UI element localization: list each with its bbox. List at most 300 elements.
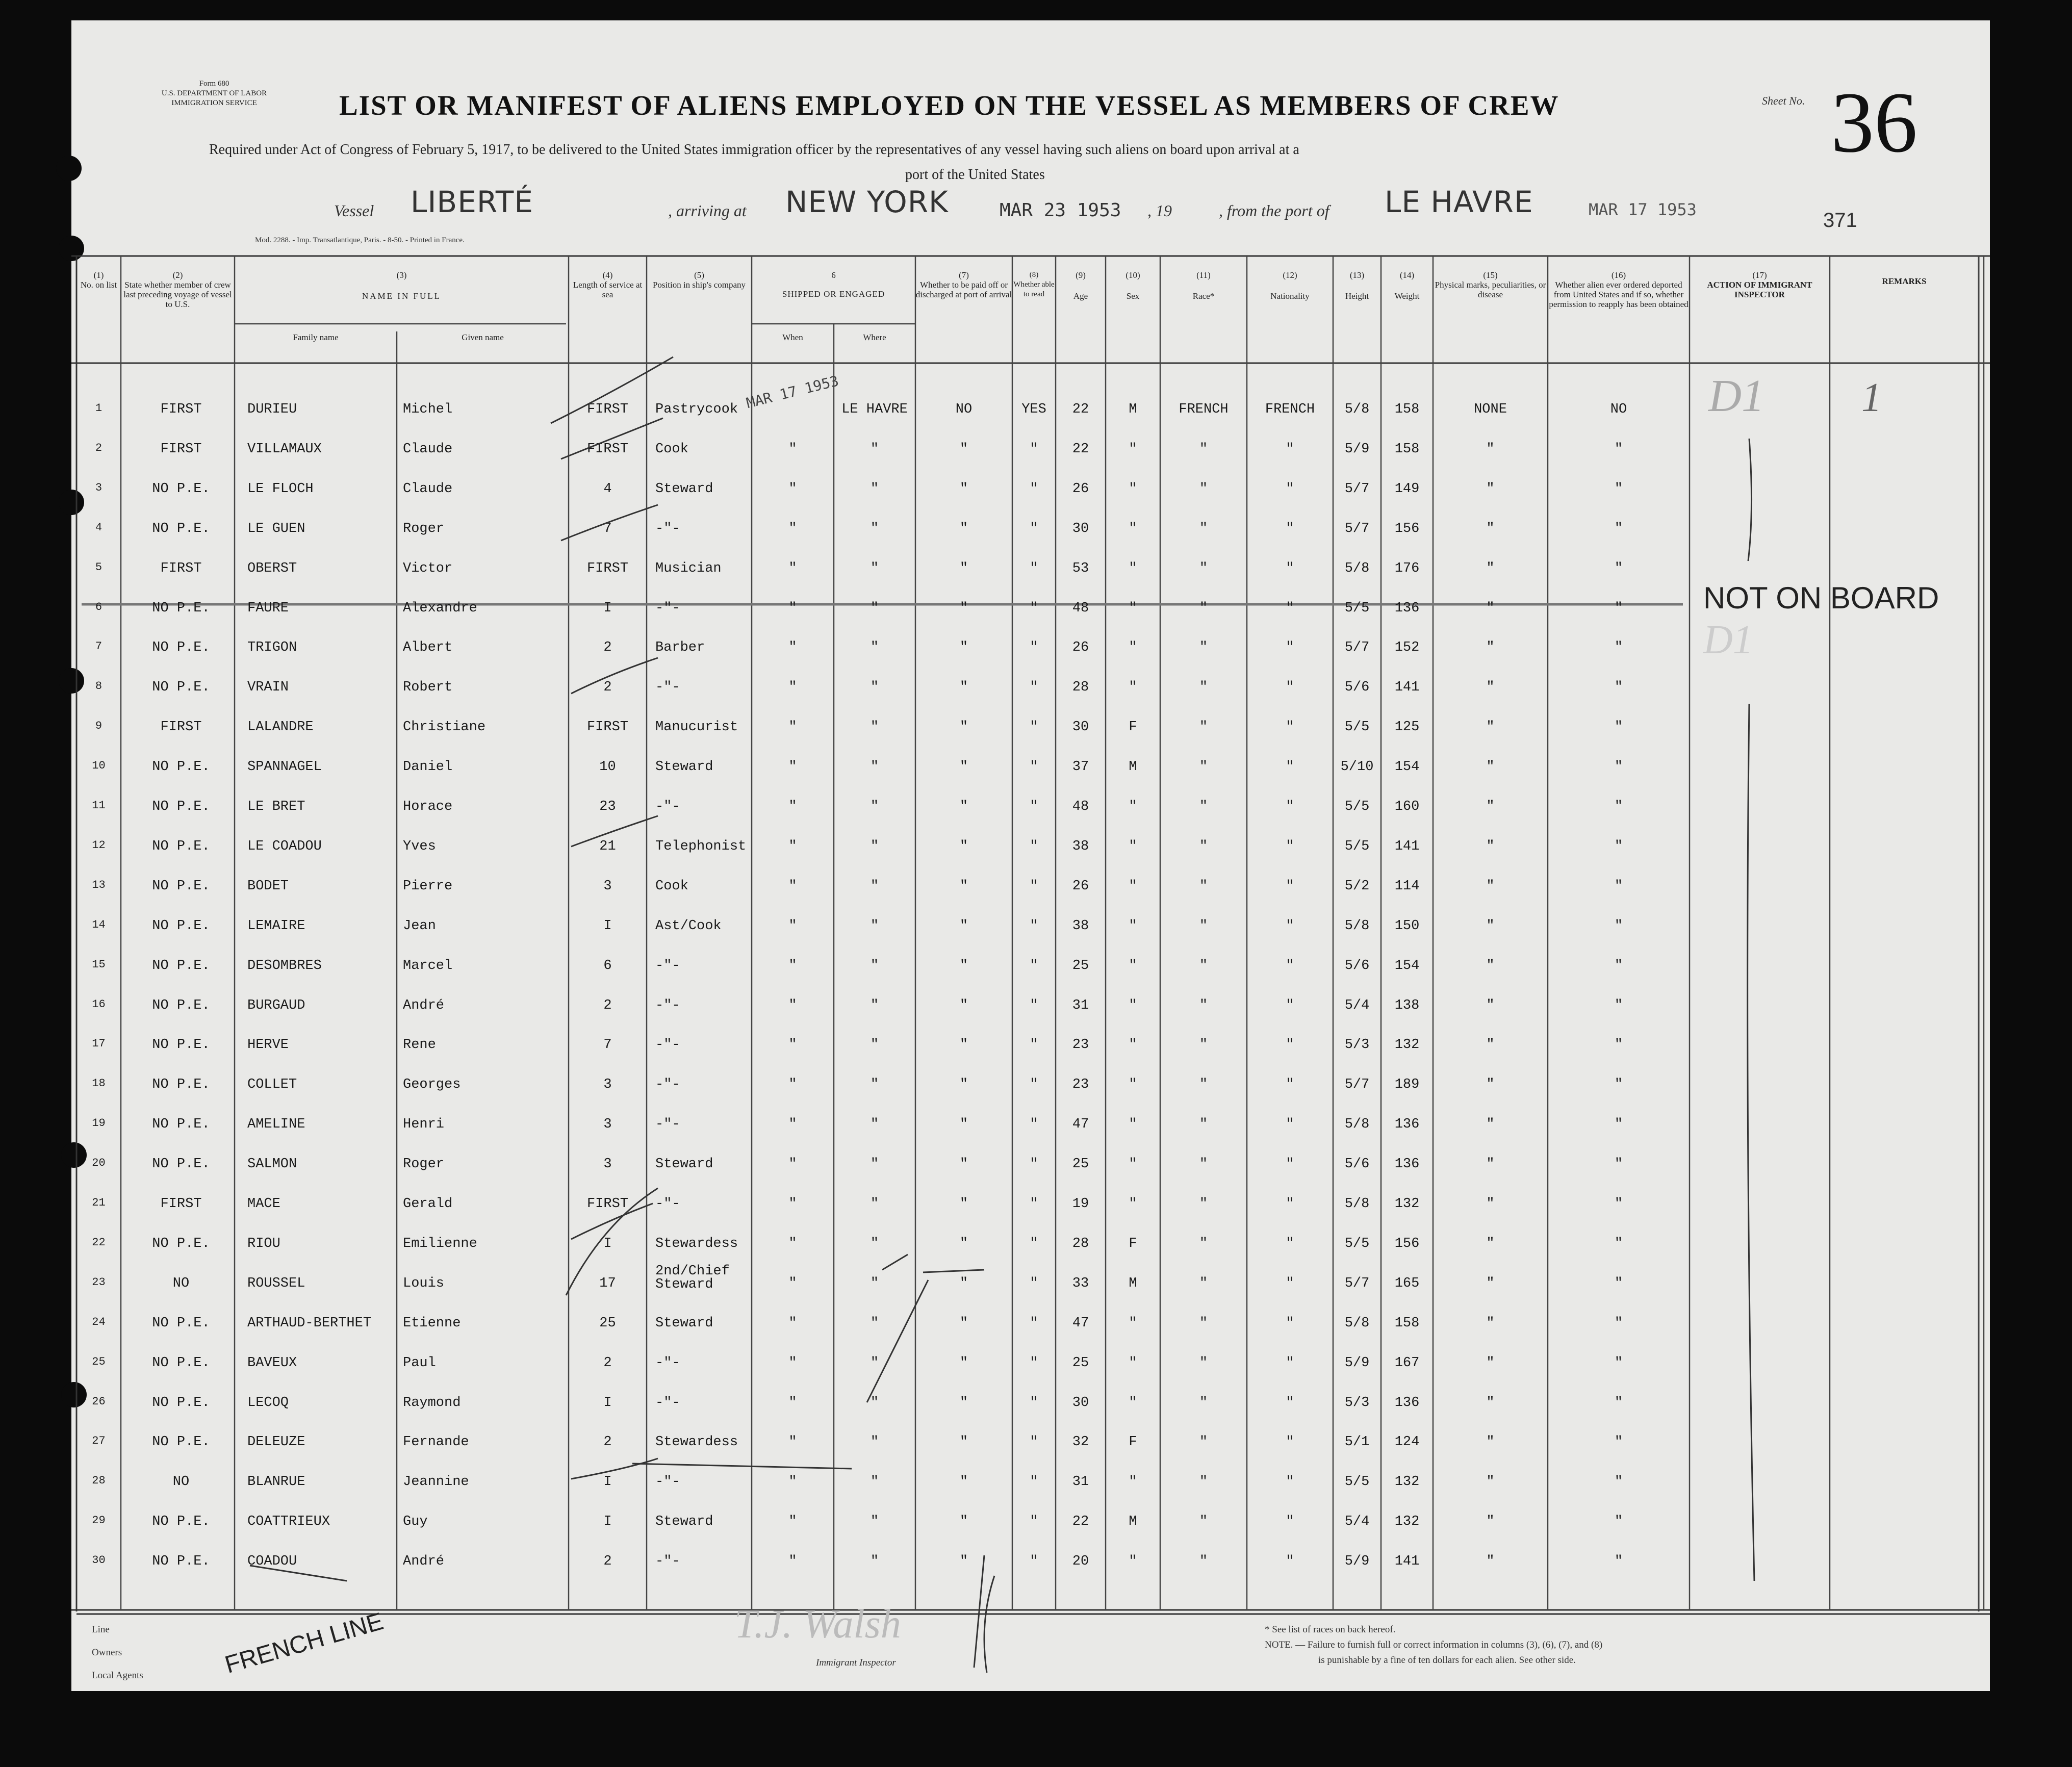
paid-off: " bbox=[959, 1474, 968, 1490]
service-length: 3 bbox=[603, 1077, 612, 1093]
able-to-read: YES bbox=[1021, 402, 1046, 417]
family-name: COLLET bbox=[247, 1077, 297, 1093]
paid-off: " bbox=[959, 918, 968, 934]
page-title: LIST OR MANIFEST OF ALIENS EMPLOYED ON THE VESSEL AS MEMBERS OF CREW bbox=[339, 90, 1559, 121]
service-length: I bbox=[603, 1474, 612, 1490]
shipped-where: " bbox=[870, 1077, 879, 1093]
race: " bbox=[1199, 600, 1208, 616]
weight: 136 bbox=[1394, 1117, 1420, 1133]
able-to-read: " bbox=[1030, 560, 1038, 576]
row-number: 22 bbox=[92, 1236, 106, 1249]
deported: " bbox=[1614, 1395, 1623, 1411]
shipped-where: " bbox=[870, 997, 879, 1013]
family-name: RIOU bbox=[247, 1236, 280, 1251]
shipped-where: " bbox=[870, 1275, 879, 1291]
shipped-when: " bbox=[788, 1037, 797, 1053]
deported: " bbox=[1614, 1435, 1623, 1450]
nationality: " bbox=[1286, 759, 1294, 775]
physical-marks: " bbox=[1486, 1196, 1495, 1212]
service-length: I bbox=[603, 1236, 612, 1251]
position: 2nd/Chief Steward bbox=[655, 1263, 730, 1292]
given-name: Jeannine bbox=[403, 1474, 469, 1490]
shipped-when: " bbox=[788, 1275, 797, 1291]
paid-off: " bbox=[959, 958, 968, 974]
col-subheader-where: Where bbox=[863, 332, 886, 342]
position: -"- bbox=[655, 1474, 680, 1490]
race: " bbox=[1199, 958, 1208, 974]
deported: " bbox=[1614, 799, 1623, 814]
nationality: " bbox=[1286, 560, 1294, 576]
row-number: 7 bbox=[95, 640, 103, 653]
sex: " bbox=[1129, 1355, 1137, 1371]
remarks-mark-row1: 1 bbox=[1861, 375, 1882, 420]
position: Stewardess bbox=[655, 1435, 738, 1450]
physical-marks: " bbox=[1486, 1077, 1495, 1093]
able-to-read: " bbox=[1030, 799, 1038, 814]
nationality: " bbox=[1286, 1474, 1294, 1490]
races-note: * See list of races on back hereof. bbox=[1265, 1624, 1396, 1635]
family-name: LE GUEN bbox=[247, 521, 305, 536]
physical-marks: " bbox=[1486, 640, 1495, 656]
shipped-where: " bbox=[870, 1435, 879, 1450]
able-to-read: " bbox=[1030, 1157, 1038, 1172]
shipped-where: " bbox=[870, 1514, 879, 1530]
height: 5/8 bbox=[1344, 1315, 1370, 1331]
race: " bbox=[1199, 1474, 1208, 1490]
shipped-where: " bbox=[870, 680, 879, 696]
able-to-read: " bbox=[1030, 1554, 1038, 1570]
departure-date-stamp: MAR 17 1953 bbox=[1589, 200, 1697, 219]
service-length: 2 bbox=[603, 680, 612, 696]
service-length: 4 bbox=[603, 481, 612, 497]
able-to-read: " bbox=[1030, 1236, 1038, 1251]
row-number: 4 bbox=[95, 521, 103, 534]
position: -"- bbox=[655, 997, 680, 1013]
age: 26 bbox=[1072, 481, 1089, 497]
weight: 132 bbox=[1394, 1514, 1420, 1530]
height: 5/6 bbox=[1344, 680, 1370, 696]
footer-agents-label: Local Agents bbox=[92, 1670, 143, 1681]
race: " bbox=[1199, 1355, 1208, 1371]
shipped-where: " bbox=[870, 1196, 879, 1212]
inspector-label: Immigrant Inspector bbox=[816, 1657, 896, 1668]
height: 5/6 bbox=[1344, 958, 1370, 974]
note-label: NOTE. bbox=[1265, 1640, 1293, 1650]
position: -"- bbox=[655, 680, 680, 696]
given-name: Michel bbox=[403, 402, 453, 417]
paid-off: " bbox=[959, 720, 968, 735]
paid-off: " bbox=[959, 1157, 968, 1172]
prev-voyage: NO P.E. bbox=[152, 799, 210, 814]
row-number: 13 bbox=[92, 878, 106, 891]
row-number: 30 bbox=[92, 1554, 106, 1567]
department: U.S. DEPARTMENT OF LABOR bbox=[161, 89, 267, 97]
family-name: TRIGON bbox=[247, 640, 297, 656]
given-name: Christiane bbox=[403, 720, 486, 735]
physical-marks: NONE bbox=[1474, 402, 1507, 417]
year-label: , 19 bbox=[1147, 201, 1172, 220]
row-number: 29 bbox=[92, 1514, 106, 1527]
race: " bbox=[1199, 1077, 1208, 1093]
shipped-when: " bbox=[788, 1117, 797, 1133]
row-number: 20 bbox=[92, 1157, 106, 1170]
height: 5/9 bbox=[1344, 1355, 1370, 1371]
physical-marks: " bbox=[1486, 838, 1495, 854]
paid-off: " bbox=[959, 680, 968, 696]
family-name: SALMON bbox=[247, 1157, 297, 1172]
service-length: 3 bbox=[603, 878, 612, 894]
shipped-where: " bbox=[870, 799, 879, 814]
sex: " bbox=[1129, 600, 1137, 616]
position: Steward bbox=[655, 759, 713, 775]
able-to-read: " bbox=[1030, 521, 1038, 536]
position: -"- bbox=[655, 958, 680, 974]
deported: " bbox=[1614, 759, 1623, 775]
physical-marks: " bbox=[1486, 799, 1495, 814]
height: 5/3 bbox=[1344, 1037, 1370, 1053]
shipped-where: " bbox=[870, 1474, 879, 1490]
position: Cook bbox=[655, 878, 688, 894]
family-name: COATTRIEUX bbox=[247, 1514, 330, 1530]
from-port-label: , from the port of bbox=[1219, 201, 1329, 220]
row-number: 2 bbox=[95, 441, 103, 454]
age: 30 bbox=[1072, 521, 1089, 536]
physical-marks: " bbox=[1486, 918, 1495, 934]
family-name: LECOQ bbox=[247, 1395, 289, 1411]
deported: " bbox=[1614, 1037, 1623, 1053]
shipped-when: " bbox=[788, 918, 797, 934]
sex: " bbox=[1129, 878, 1137, 894]
given-name: Claude bbox=[403, 441, 453, 457]
weight: 156 bbox=[1394, 521, 1420, 536]
deported: " bbox=[1614, 1514, 1623, 1530]
able-to-read: " bbox=[1030, 680, 1038, 696]
paid-off: " bbox=[959, 1117, 968, 1133]
age: 22 bbox=[1072, 1514, 1089, 1530]
shipped-where: " bbox=[870, 1355, 879, 1371]
age: 30 bbox=[1072, 720, 1089, 735]
physical-marks: " bbox=[1486, 1435, 1495, 1450]
given-name: Etienne bbox=[403, 1315, 461, 1331]
shipped-when: " bbox=[788, 1196, 797, 1212]
service-length: 2 bbox=[603, 997, 612, 1013]
height: 5/5 bbox=[1344, 1474, 1370, 1490]
race: " bbox=[1199, 680, 1208, 696]
prev-voyage: NO P.E. bbox=[152, 521, 210, 536]
height: 5/4 bbox=[1344, 997, 1370, 1013]
age: 31 bbox=[1072, 997, 1089, 1013]
height: 5/3 bbox=[1344, 1395, 1370, 1411]
shipped-where: " bbox=[870, 838, 879, 854]
given-name: Alexandre bbox=[403, 600, 477, 616]
physical-marks: " bbox=[1486, 878, 1495, 894]
prev-voyage: NO P.E. bbox=[152, 1117, 210, 1133]
able-to-read: " bbox=[1030, 878, 1038, 894]
paid-off: " bbox=[959, 1395, 968, 1411]
weight: 138 bbox=[1394, 997, 1420, 1013]
sex: F bbox=[1129, 1236, 1137, 1251]
weight: 124 bbox=[1394, 1435, 1420, 1450]
given-name: Guy bbox=[403, 1514, 428, 1530]
weight: 150 bbox=[1394, 918, 1420, 934]
weight: 132 bbox=[1394, 1196, 1420, 1212]
prev-voyage: NO P.E. bbox=[152, 1514, 210, 1530]
shipped-when: " bbox=[788, 680, 797, 696]
race: " bbox=[1199, 918, 1208, 934]
physical-marks: " bbox=[1486, 1117, 1495, 1133]
position: -"- bbox=[655, 521, 680, 536]
prev-voyage: NO P.E. bbox=[152, 1554, 210, 1570]
footer-line-label: Line bbox=[92, 1624, 110, 1635]
able-to-read: " bbox=[1030, 1275, 1038, 1291]
height: 5/8 bbox=[1344, 1196, 1370, 1212]
nationality: " bbox=[1286, 640, 1294, 656]
given-name: Marcel bbox=[403, 958, 453, 974]
height: 5/10 bbox=[1340, 759, 1374, 775]
service-length: 6 bbox=[603, 958, 612, 974]
sex: " bbox=[1129, 1157, 1137, 1172]
prev-voyage: FIRST bbox=[160, 402, 202, 417]
row-number: 18 bbox=[92, 1077, 106, 1090]
nationality: " bbox=[1286, 878, 1294, 894]
given-name: Yves bbox=[403, 838, 436, 854]
row-number: 24 bbox=[92, 1315, 106, 1328]
age: 23 bbox=[1072, 1077, 1089, 1093]
service-name: IMMIGRATION SERVICE bbox=[171, 99, 257, 107]
sex: " bbox=[1129, 1196, 1137, 1212]
family-name: BLANRUE bbox=[247, 1474, 305, 1490]
family-name: HERVE bbox=[247, 1037, 289, 1053]
physical-marks: " bbox=[1486, 441, 1495, 457]
able-to-read: " bbox=[1030, 1355, 1038, 1371]
paid-off: " bbox=[959, 799, 968, 814]
family-name: LEMAIRE bbox=[247, 918, 305, 934]
shipped-when: " bbox=[788, 1157, 797, 1172]
prev-voyage: NO P.E. bbox=[152, 481, 210, 497]
nationality: " bbox=[1286, 1275, 1294, 1291]
family-name: ROUSSEL bbox=[247, 1275, 305, 1291]
able-to-read: " bbox=[1030, 1077, 1038, 1093]
age: 23 bbox=[1072, 1037, 1089, 1053]
shipped-where: " bbox=[870, 1395, 879, 1411]
weight: 136 bbox=[1394, 1395, 1420, 1411]
col-header-5: (5) Position in ship's company bbox=[652, 270, 746, 290]
age: 33 bbox=[1072, 1275, 1089, 1291]
shipped-when: " bbox=[788, 1236, 797, 1251]
age: 22 bbox=[1072, 402, 1089, 417]
able-to-read: " bbox=[1030, 1037, 1038, 1053]
position: Manucurist bbox=[655, 720, 738, 735]
paid-off: " bbox=[959, 1315, 968, 1331]
age: 26 bbox=[1072, 640, 1089, 656]
family-name: LE FLOCH bbox=[247, 481, 314, 497]
position: Steward bbox=[655, 481, 713, 497]
paid-off: " bbox=[959, 1037, 968, 1053]
weight: 158 bbox=[1394, 1315, 1420, 1331]
given-name: André bbox=[403, 997, 445, 1013]
age: 47 bbox=[1072, 1117, 1089, 1133]
physical-marks: " bbox=[1486, 680, 1495, 696]
shipped-where: LE HAVRE bbox=[841, 402, 908, 417]
given-name: Roger bbox=[403, 521, 445, 536]
deported: " bbox=[1614, 918, 1623, 934]
col-header-3: (3) NAME IN FULL bbox=[362, 270, 441, 301]
sex: M bbox=[1129, 1275, 1137, 1291]
row-number: 15 bbox=[92, 958, 106, 971]
penalty-note bbox=[1265, 1640, 1602, 1651]
able-to-read: " bbox=[1030, 838, 1038, 854]
height: 5/5 bbox=[1344, 1236, 1370, 1251]
sex: M bbox=[1129, 402, 1137, 417]
weight: 141 bbox=[1394, 838, 1420, 854]
shipped-where: " bbox=[870, 1236, 879, 1251]
deported: " bbox=[1614, 600, 1623, 616]
family-name: LE BRET bbox=[247, 799, 305, 814]
age: 25 bbox=[1072, 958, 1089, 974]
nationality: " bbox=[1286, 1355, 1294, 1371]
height: 5/7 bbox=[1344, 1077, 1370, 1093]
race: " bbox=[1199, 997, 1208, 1013]
service-length: 3 bbox=[603, 1157, 612, 1172]
inspector-mark-row1: D1 bbox=[1708, 371, 1764, 421]
sex: " bbox=[1129, 640, 1137, 656]
position: Pastrycook bbox=[655, 402, 738, 417]
col-header-12: (12) Nationality bbox=[1270, 270, 1310, 301]
paid-off: " bbox=[959, 521, 968, 536]
physical-marks: " bbox=[1486, 481, 1495, 497]
prev-voyage: NO P.E. bbox=[152, 918, 210, 934]
nationality: " bbox=[1286, 720, 1294, 735]
family-name: DESOMBRES bbox=[247, 958, 322, 974]
vessel-label: Vessel bbox=[334, 201, 374, 220]
physical-marks: " bbox=[1486, 1315, 1495, 1331]
given-name: André bbox=[403, 1554, 445, 1570]
row-number: 6 bbox=[95, 600, 103, 613]
position: -"- bbox=[655, 1395, 680, 1411]
age: 37 bbox=[1072, 759, 1089, 775]
paid-off: " bbox=[959, 1077, 968, 1093]
family-name: AMELINE bbox=[247, 1117, 305, 1133]
nationality: " bbox=[1286, 799, 1294, 814]
paid-off: " bbox=[959, 441, 968, 457]
weight: 160 bbox=[1394, 799, 1420, 814]
sex: F bbox=[1129, 720, 1137, 735]
race: " bbox=[1199, 640, 1208, 656]
weight: 132 bbox=[1394, 1474, 1420, 1490]
footer-owners-label: Owners bbox=[92, 1647, 122, 1658]
weight: 125 bbox=[1394, 720, 1420, 735]
shipped-where: " bbox=[870, 720, 879, 735]
family-name: DELEUZE bbox=[247, 1435, 305, 1450]
given-name: Gerald bbox=[403, 1196, 453, 1212]
weight: 136 bbox=[1394, 600, 1420, 616]
given-name: Fernande bbox=[403, 1435, 469, 1450]
given-name: Paul bbox=[403, 1355, 436, 1371]
row-number: 16 bbox=[92, 997, 106, 1011]
position: -"- bbox=[655, 799, 680, 814]
col-header-4: (4) Length of service at sea bbox=[573, 270, 643, 299]
note-text: — Failure to furnish full or correct information in columns (3), (6), (7), and (8) bbox=[1295, 1640, 1603, 1650]
shipped-where: " bbox=[870, 521, 879, 536]
race: " bbox=[1199, 1435, 1208, 1450]
given-name: Roger bbox=[403, 1157, 445, 1172]
deported: " bbox=[1614, 1196, 1623, 1212]
arrival-port: NEW YORK bbox=[785, 185, 949, 219]
paid-off: " bbox=[959, 878, 968, 894]
col-header-6: 6 SHIPPED OR ENGAGED bbox=[782, 270, 885, 299]
position: Stewardess bbox=[655, 1236, 738, 1251]
row-number: 26 bbox=[92, 1395, 106, 1408]
weight: 132 bbox=[1394, 1037, 1420, 1053]
prev-voyage: NO P.E. bbox=[152, 1157, 210, 1172]
shipped-when: " bbox=[788, 1395, 797, 1411]
service-length: 10 bbox=[599, 759, 616, 775]
nationality: " bbox=[1286, 1236, 1294, 1251]
service-length: 2 bbox=[603, 1435, 612, 1450]
physical-marks: " bbox=[1486, 997, 1495, 1013]
height: 5/9 bbox=[1344, 1554, 1370, 1570]
height: 5/8 bbox=[1344, 560, 1370, 576]
col-header-15: (15) Physical marks, peculiarities, or disease bbox=[1435, 270, 1546, 299]
able-to-read: " bbox=[1030, 759, 1038, 775]
age: 19 bbox=[1072, 1196, 1089, 1212]
prev-voyage: NO P.E. bbox=[152, 640, 210, 656]
deported: " bbox=[1614, 1077, 1623, 1093]
row-number: 21 bbox=[92, 1196, 106, 1209]
penalty-note-cont: is punishable by a fine of ten dollars for each alien. See other side. bbox=[1318, 1655, 1576, 1666]
deported: " bbox=[1614, 640, 1623, 656]
able-to-read: " bbox=[1030, 1474, 1038, 1490]
given-name: Georges bbox=[403, 1077, 461, 1093]
nationality: " bbox=[1286, 1435, 1294, 1450]
col-header-remarks: REMARKS bbox=[1882, 276, 1927, 286]
sex: " bbox=[1129, 481, 1137, 497]
row-number: 8 bbox=[95, 680, 103, 693]
given-name: Henri bbox=[403, 1117, 445, 1133]
shipped-where: " bbox=[870, 560, 879, 576]
physical-marks: " bbox=[1486, 1514, 1495, 1530]
shipped-when: " bbox=[788, 1554, 797, 1570]
row-number: 3 bbox=[95, 481, 103, 494]
paid-off: " bbox=[959, 1435, 968, 1450]
prev-voyage: NO P.E. bbox=[152, 1395, 210, 1411]
able-to-read: " bbox=[1030, 1315, 1038, 1331]
given-name: Jean bbox=[403, 918, 436, 934]
french-line-stamp: FRENCH LINE bbox=[222, 1607, 387, 1679]
paid-off: " bbox=[959, 1196, 968, 1212]
position: -"- bbox=[655, 1077, 680, 1093]
shipped-where: " bbox=[870, 958, 879, 974]
paid-off: " bbox=[959, 759, 968, 775]
height: 5/5 bbox=[1344, 720, 1370, 735]
service-length: 2 bbox=[603, 1355, 612, 1371]
shipped-where: " bbox=[870, 1554, 879, 1570]
service-length: 23 bbox=[599, 799, 616, 814]
height: 5/4 bbox=[1344, 1514, 1370, 1530]
age: 26 bbox=[1072, 878, 1089, 894]
able-to-read: " bbox=[1030, 997, 1038, 1013]
row-number: 5 bbox=[95, 560, 103, 574]
physical-marks: " bbox=[1486, 521, 1495, 536]
col-header-16: (16) Whether alien ever ordered deported from United States and if so, whether permission to reapply has been obtained bbox=[1549, 270, 1689, 309]
position: Musician bbox=[655, 560, 722, 576]
physical-marks: " bbox=[1486, 759, 1495, 775]
physical-marks: " bbox=[1486, 1236, 1495, 1251]
shipped-when: " bbox=[788, 600, 797, 616]
service-length: 7 bbox=[603, 521, 612, 536]
shipped-when: " bbox=[788, 441, 797, 457]
weight: 165 bbox=[1394, 1275, 1420, 1291]
